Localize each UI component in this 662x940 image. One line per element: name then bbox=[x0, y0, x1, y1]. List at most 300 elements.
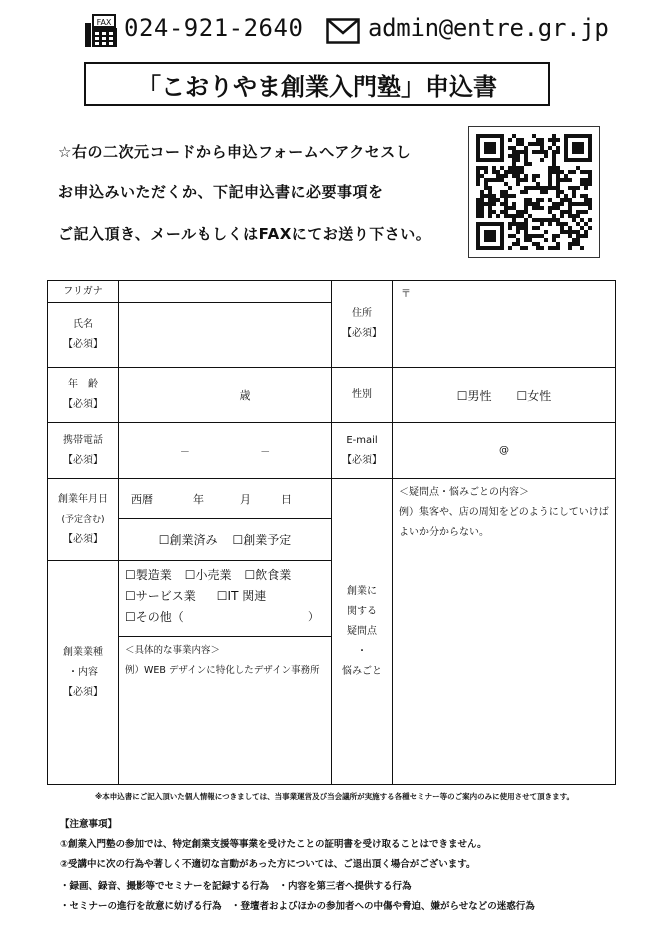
qr-module bbox=[512, 222, 516, 226]
month-label: 月 bbox=[240, 492, 251, 506]
qr-module bbox=[564, 178, 568, 182]
qr-module bbox=[556, 150, 560, 154]
qr-module bbox=[484, 194, 488, 198]
qr-module bbox=[584, 198, 588, 202]
qr-module bbox=[540, 190, 544, 194]
qr-module bbox=[584, 222, 588, 226]
qr-module bbox=[488, 194, 492, 198]
qr-module bbox=[480, 210, 484, 214]
qr-module bbox=[480, 174, 484, 178]
email-at-sign: @ bbox=[499, 445, 509, 456]
gender-female-checkbox[interactable]: ☐女性 bbox=[516, 388, 552, 403]
qr-module bbox=[572, 238, 576, 242]
qr-module bbox=[556, 206, 560, 210]
qr-module bbox=[568, 242, 572, 246]
qr-module bbox=[540, 234, 544, 238]
qr-module bbox=[488, 214, 492, 218]
qr-module bbox=[524, 210, 528, 214]
qr-module bbox=[536, 234, 540, 238]
qr-module bbox=[524, 186, 528, 190]
qr-module bbox=[528, 214, 532, 218]
furigana-field[interactable] bbox=[119, 281, 332, 303]
biz-manufacturing-checkbox[interactable]: ☐製造業 bbox=[125, 568, 172, 582]
qr-module bbox=[540, 138, 544, 142]
qr-module bbox=[564, 222, 568, 226]
biz-it-checkbox[interactable]: ☐IT 関連 bbox=[216, 589, 267, 603]
qr-module bbox=[572, 230, 576, 234]
qr-module bbox=[568, 226, 572, 230]
qr-module bbox=[584, 202, 588, 206]
qr-module bbox=[540, 158, 544, 162]
qr-module bbox=[524, 226, 528, 230]
age-field[interactable] bbox=[119, 368, 332, 423]
qr-module bbox=[516, 230, 520, 234]
qr-module bbox=[536, 226, 540, 230]
postal-mark: 〒 bbox=[401, 289, 411, 300]
qr-module bbox=[536, 202, 540, 206]
qr-module bbox=[504, 202, 508, 206]
qr-module bbox=[548, 206, 552, 210]
qr-module bbox=[524, 178, 528, 182]
biz-other-checkbox[interactable]: ☐その他（ bbox=[125, 610, 184, 624]
qr-module bbox=[504, 206, 508, 210]
qr-module bbox=[580, 178, 584, 182]
qr-module bbox=[536, 206, 540, 210]
qr-module bbox=[564, 174, 568, 178]
qr-module bbox=[484, 170, 488, 174]
qr-module bbox=[576, 210, 580, 214]
qr-module bbox=[500, 190, 504, 194]
qr-module bbox=[548, 166, 552, 170]
qr-module bbox=[516, 242, 520, 246]
qr-module bbox=[524, 198, 528, 202]
qr-module bbox=[500, 194, 504, 198]
gender-male-checkbox[interactable]: ☐男性 bbox=[456, 388, 492, 403]
qr-module bbox=[588, 174, 592, 178]
qr-module bbox=[548, 210, 552, 214]
qr-module bbox=[536, 174, 540, 178]
qr-module bbox=[548, 178, 552, 182]
qr-module bbox=[568, 234, 572, 238]
qr-module bbox=[484, 182, 488, 186]
qr-module bbox=[476, 214, 480, 218]
qr-module bbox=[556, 166, 560, 170]
qr-module bbox=[556, 186, 560, 190]
qr-module bbox=[504, 214, 508, 218]
notice-item-4: ・セミナーの進行を故意に妨げる行為 ・登壇者およびほかの参加者への中傷や脅迫、嫌がらせなどの迷惑行為 bbox=[60, 901, 535, 912]
qr-module bbox=[552, 154, 556, 158]
qr-module bbox=[580, 182, 584, 186]
email-field[interactable] bbox=[393, 423, 616, 479]
age-label: 年 齢 【必須】 bbox=[48, 368, 119, 423]
qr-module bbox=[572, 202, 576, 206]
qr-module bbox=[548, 146, 552, 150]
qr-module bbox=[508, 206, 512, 210]
business-detail-field[interactable] bbox=[119, 637, 332, 785]
qr-module bbox=[500, 174, 504, 178]
qr-module bbox=[520, 170, 524, 174]
qr-module bbox=[540, 146, 544, 150]
qr-module bbox=[576, 234, 580, 238]
qr-module bbox=[508, 222, 512, 226]
mail-icon bbox=[326, 18, 360, 44]
qr-module bbox=[484, 202, 488, 206]
qr-module bbox=[480, 166, 484, 170]
qr-module bbox=[516, 214, 520, 218]
qr-module bbox=[532, 206, 536, 210]
qr-module bbox=[548, 170, 552, 174]
qr-module bbox=[580, 226, 584, 230]
qr-module bbox=[488, 202, 492, 206]
qr-module bbox=[516, 182, 520, 186]
name-label: 氏名 【必須】 bbox=[48, 303, 119, 368]
qr-module bbox=[580, 246, 584, 250]
qr-module bbox=[576, 202, 580, 206]
qr-code[interactable] bbox=[468, 126, 600, 258]
qr-module bbox=[588, 170, 592, 174]
biz-other-close: ） bbox=[308, 610, 319, 623]
qr-module bbox=[508, 170, 512, 174]
concern-example: 例）集客や、店の周知をどのようにしていけばよいか分からない。 bbox=[399, 507, 609, 538]
qr-module bbox=[568, 186, 572, 190]
qr-module bbox=[580, 234, 584, 238]
qr-module bbox=[532, 150, 536, 154]
qr-module bbox=[552, 134, 556, 138]
concern-heading: ＜疑問点・悩みごとの内容＞ bbox=[399, 487, 529, 498]
qr-module bbox=[520, 214, 524, 218]
biz-service-checkbox[interactable]: ☐サービス業 bbox=[125, 589, 196, 603]
founding-status-field bbox=[119, 519, 332, 561]
biz-food-checkbox[interactable]: ☐飲食業 bbox=[244, 568, 292, 582]
page-title-text: 「こおりやま創業入門塾」申込書 bbox=[137, 72, 497, 101]
qr-module bbox=[524, 154, 528, 158]
qr-module bbox=[536, 246, 540, 250]
qr-module bbox=[500, 166, 504, 170]
qr-module bbox=[588, 226, 592, 230]
qr-module bbox=[532, 234, 536, 238]
qr-module bbox=[536, 242, 540, 246]
qr-module bbox=[480, 206, 484, 210]
qr-module bbox=[568, 198, 572, 202]
qr-module bbox=[476, 182, 480, 186]
qr-module bbox=[532, 226, 536, 230]
gender-label: 性別 bbox=[332, 368, 393, 423]
qr-module bbox=[572, 194, 576, 198]
qr-module bbox=[540, 186, 544, 190]
qr-module bbox=[540, 150, 544, 154]
qr-module bbox=[512, 146, 516, 150]
qr-module bbox=[528, 238, 532, 242]
qr-module bbox=[556, 146, 560, 150]
qr-module bbox=[500, 178, 504, 182]
qr-module bbox=[584, 194, 588, 198]
email-address: admin@entre.gr.jp bbox=[368, 14, 609, 42]
qr-module bbox=[508, 234, 512, 238]
qr-module bbox=[512, 134, 516, 138]
qr-module bbox=[480, 194, 484, 198]
qr-module bbox=[576, 242, 580, 246]
qr-module bbox=[524, 218, 528, 222]
qr-module bbox=[552, 162, 556, 166]
age-unit: 歳 bbox=[239, 389, 251, 402]
qr-module bbox=[584, 170, 588, 174]
qr-module bbox=[536, 138, 540, 142]
founded-done-checkbox[interactable]: ☐創業済み bbox=[158, 533, 218, 547]
qr-module bbox=[568, 246, 572, 250]
qr-module bbox=[516, 222, 520, 226]
qr-module bbox=[512, 214, 516, 218]
qr-module bbox=[584, 182, 588, 186]
qr-module bbox=[544, 154, 548, 158]
qr-module bbox=[572, 190, 576, 194]
qr-module bbox=[516, 226, 520, 230]
qr-module bbox=[540, 142, 544, 146]
qr-module bbox=[476, 198, 480, 202]
qr-module bbox=[520, 222, 524, 226]
qr-module bbox=[560, 214, 564, 218]
qr-module bbox=[548, 218, 552, 222]
qr-module bbox=[540, 222, 544, 226]
qr-module bbox=[548, 138, 552, 142]
business-type-label: 創業業種 ・内容 【必須】 bbox=[48, 561, 119, 785]
qr-module bbox=[572, 170, 576, 174]
qr-module bbox=[544, 150, 548, 154]
qr-module bbox=[488, 186, 492, 190]
founded-planned-checkbox[interactable]: ☐創業予定 bbox=[232, 533, 292, 547]
qr-module bbox=[548, 198, 552, 202]
qr-module bbox=[552, 206, 556, 210]
qr-module bbox=[500, 202, 504, 206]
qr-module bbox=[584, 234, 588, 238]
qr-module bbox=[536, 142, 540, 146]
qr-module bbox=[560, 202, 564, 206]
biz-retail-checkbox[interactable]: ☐小売業 bbox=[184, 568, 232, 582]
notice-item-3: ・録画、録音、撮影等でセミナーを記録する行為 ・内容を第三者へ提供する行為 bbox=[60, 881, 412, 892]
qr-module bbox=[552, 214, 556, 218]
qr-module bbox=[552, 202, 556, 206]
qr-module bbox=[512, 150, 516, 154]
qr-module bbox=[556, 246, 560, 250]
qr-module bbox=[556, 170, 560, 174]
qr-module bbox=[508, 166, 512, 170]
qr-module bbox=[568, 206, 572, 210]
qr-module bbox=[568, 210, 572, 214]
qr-module bbox=[572, 214, 576, 218]
qr-module bbox=[548, 222, 552, 226]
qr-module bbox=[532, 142, 536, 146]
qr-module bbox=[560, 222, 564, 226]
qr-module bbox=[556, 218, 560, 222]
qr-module bbox=[504, 190, 508, 194]
qr-module bbox=[568, 214, 572, 218]
address-field[interactable] bbox=[393, 281, 616, 368]
fax-icon-text: FAX bbox=[96, 18, 112, 27]
qr-module bbox=[476, 202, 480, 206]
page-title bbox=[84, 62, 550, 106]
qr-module bbox=[560, 230, 564, 234]
qr-module bbox=[552, 166, 556, 170]
qr-finder-inner bbox=[484, 230, 496, 242]
qr-module bbox=[536, 182, 540, 186]
qr-module bbox=[480, 198, 484, 202]
qr-module bbox=[512, 194, 516, 198]
qr-module bbox=[516, 154, 520, 158]
qr-module bbox=[532, 202, 536, 206]
qr-module bbox=[576, 222, 580, 226]
qr-module bbox=[584, 210, 588, 214]
qr-module bbox=[524, 234, 528, 238]
qr-module bbox=[480, 214, 484, 218]
qr-module bbox=[512, 162, 516, 166]
email-label: E-mail 【必須】 bbox=[332, 423, 393, 479]
biz-detail-example: 例）WEB デザインに特化したデザイン事務所 bbox=[125, 665, 320, 676]
qr-module bbox=[524, 206, 528, 210]
qr-module bbox=[504, 182, 508, 186]
qr-module bbox=[544, 218, 548, 222]
qr-module bbox=[560, 198, 564, 202]
qr-module bbox=[520, 138, 524, 142]
qr-module bbox=[556, 194, 560, 198]
intro-line-2: お申込みいただくか、下記申込書に必要事項を bbox=[58, 183, 384, 201]
qr-module bbox=[560, 170, 564, 174]
qr-module bbox=[576, 230, 580, 234]
qr-module bbox=[528, 234, 532, 238]
qr-module bbox=[488, 210, 492, 214]
qr-module bbox=[560, 190, 564, 194]
qr-module bbox=[524, 174, 528, 178]
furigana-label: フリガナ bbox=[48, 281, 119, 303]
qr-module bbox=[492, 178, 496, 182]
address-label: 住所 【必須】 bbox=[332, 281, 393, 368]
qr-module bbox=[512, 206, 516, 210]
mobile-field[interactable] bbox=[119, 423, 332, 479]
qr-module bbox=[492, 210, 496, 214]
qr-module bbox=[524, 190, 528, 194]
qr-module bbox=[508, 154, 512, 158]
qr-module bbox=[564, 230, 568, 234]
qr-module bbox=[476, 178, 480, 182]
qr-module bbox=[556, 138, 560, 142]
qr-code-image bbox=[469, 127, 599, 257]
qr-module bbox=[516, 158, 520, 162]
qr-module bbox=[540, 206, 544, 210]
name-field[interactable] bbox=[119, 303, 332, 368]
qr-module bbox=[568, 230, 572, 234]
qr-module bbox=[532, 218, 536, 222]
qr-module bbox=[508, 226, 512, 230]
qr-module bbox=[532, 134, 536, 138]
qr-module bbox=[516, 138, 520, 142]
qr-module bbox=[544, 186, 548, 190]
qr-module bbox=[560, 226, 564, 230]
qr-module bbox=[516, 238, 520, 242]
qr-module bbox=[536, 150, 540, 154]
phone-number: 024-921-2640 bbox=[124, 14, 304, 42]
qr-module bbox=[568, 170, 572, 174]
qr-module bbox=[508, 214, 512, 218]
qr-module bbox=[572, 186, 576, 190]
qr-module bbox=[588, 182, 592, 186]
qr-module bbox=[488, 206, 492, 210]
qr-module bbox=[584, 230, 588, 234]
qr-module bbox=[536, 198, 540, 202]
qr-module bbox=[560, 178, 564, 182]
qr-module bbox=[504, 198, 508, 202]
qr-module bbox=[504, 170, 508, 174]
qr-module bbox=[520, 246, 524, 250]
qr-module bbox=[544, 190, 548, 194]
qr-module bbox=[496, 170, 500, 174]
qr-module bbox=[520, 178, 524, 182]
qr-module bbox=[524, 246, 528, 250]
qr-module bbox=[512, 154, 516, 158]
qr-module bbox=[576, 238, 580, 242]
qr-module bbox=[496, 214, 500, 218]
qr-module bbox=[508, 186, 512, 190]
qr-module bbox=[512, 242, 516, 246]
qr-module bbox=[504, 174, 508, 178]
qr-module bbox=[492, 194, 496, 198]
qr-module bbox=[536, 218, 540, 222]
qr-module bbox=[524, 162, 528, 166]
qr-module bbox=[476, 166, 480, 170]
qr-module bbox=[492, 166, 496, 170]
qr-module bbox=[552, 150, 556, 154]
notice-item-2: ②受講中に次の行為や著しく不適切な言動があった方については、ご退出頂く場合がございます。 bbox=[60, 859, 476, 870]
qr-module bbox=[484, 178, 488, 182]
qr-module bbox=[512, 202, 516, 206]
qr-module bbox=[516, 174, 520, 178]
qr-module bbox=[568, 178, 572, 182]
qr-module bbox=[556, 202, 560, 206]
intro-line-1: ☆右の二次元コードから申込フォームへアクセスし bbox=[58, 143, 412, 161]
qr-module bbox=[540, 198, 544, 202]
qr-module bbox=[576, 166, 580, 170]
qr-module bbox=[512, 234, 516, 238]
notice-item-1: ①創業入門塾の参加では、特定創業支援等事業を受けたことの証明書を受け取ることはできません。 bbox=[60, 839, 487, 850]
qr-module bbox=[504, 194, 508, 198]
qr-module bbox=[552, 234, 556, 238]
qr-module bbox=[524, 158, 528, 162]
qr-module bbox=[492, 202, 496, 206]
qr-module bbox=[480, 190, 484, 194]
qr-module bbox=[496, 178, 500, 182]
founding-date-field[interactable] bbox=[119, 479, 332, 519]
qr-module bbox=[576, 214, 580, 218]
qr-module bbox=[484, 186, 488, 190]
mobile-separator-2: － bbox=[260, 447, 271, 458]
founding-date-label: 創業年月日 (予定含む) 【必須】 bbox=[48, 479, 119, 561]
qr-module bbox=[556, 234, 560, 238]
qr-module bbox=[516, 166, 520, 170]
qr-module bbox=[488, 178, 492, 182]
qr-module bbox=[540, 218, 544, 222]
qr-finder-inner bbox=[484, 142, 496, 154]
qr-module bbox=[552, 138, 556, 142]
qr-module bbox=[584, 178, 588, 182]
qr-module bbox=[496, 198, 500, 202]
qr-module bbox=[556, 190, 560, 194]
qr-finder-inner bbox=[572, 142, 584, 154]
qr-module bbox=[552, 170, 556, 174]
qr-module bbox=[492, 198, 496, 202]
qr-module bbox=[476, 206, 480, 210]
concern-label: 創業に 関する 疑問点 ・ 悩みごと bbox=[332, 479, 393, 785]
qr-module bbox=[548, 182, 552, 186]
qr-module bbox=[476, 170, 480, 174]
concern-field[interactable] bbox=[393, 479, 616, 785]
qr-module bbox=[552, 246, 556, 250]
